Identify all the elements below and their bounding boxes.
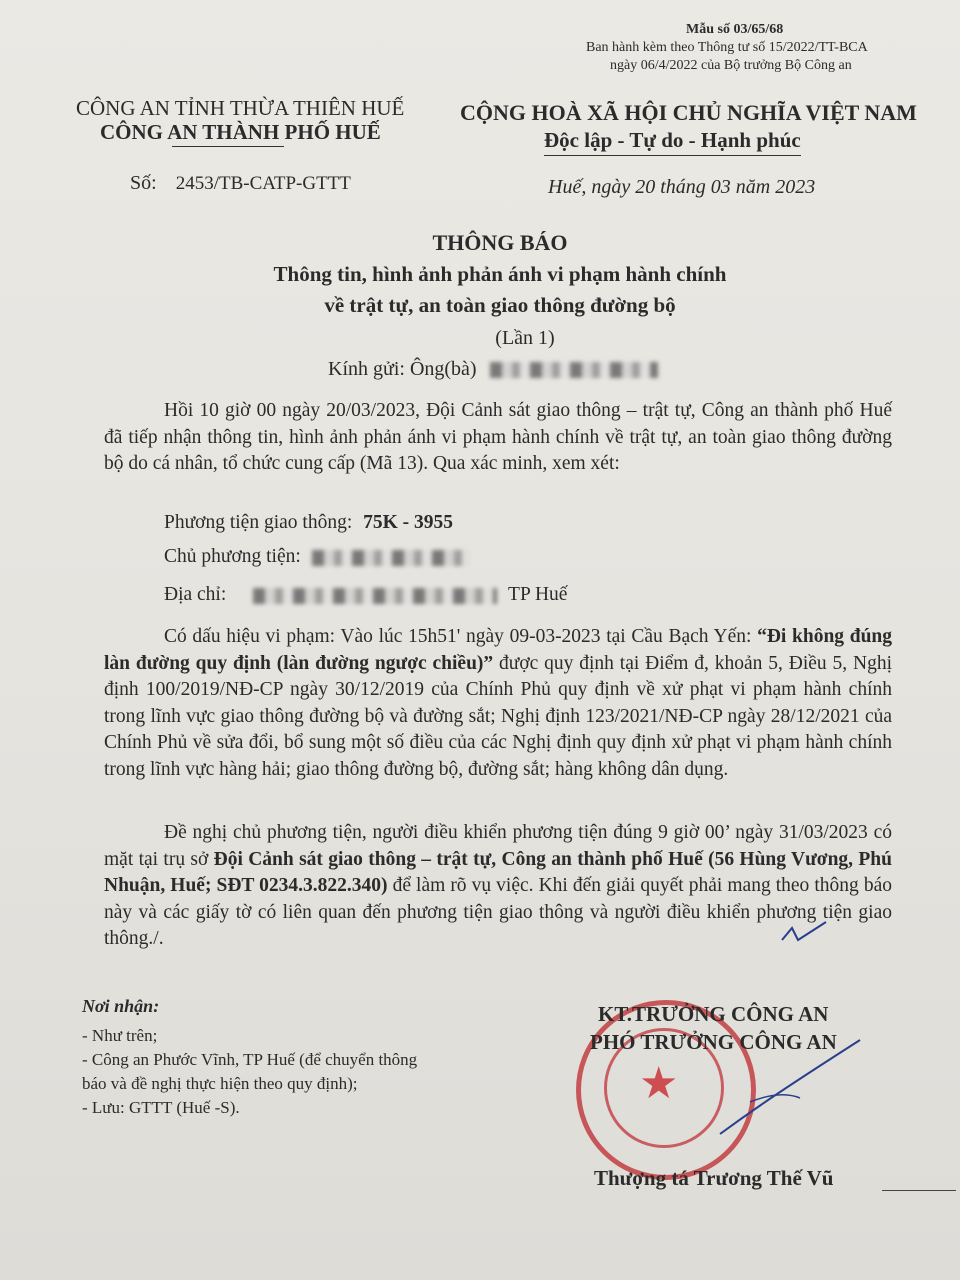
recipient-item: báo và đề nghị thực hiện theo quy định); <box>82 1074 358 1093</box>
redacted-recipient-name <box>490 362 658 378</box>
request-location: Đội Cảnh sát giao thông – trật tự, Công an thành phố Huế (56 Hùng Vương, Phú Nhuận, Huế; SĐT 0234.3.822.340) <box>104 848 892 896</box>
recipient-label: Kính gửi: Ông(bà) <box>328 358 477 380</box>
redacted-owner-name <box>312 550 470 566</box>
address-suffix: TP Huế <box>508 584 568 605</box>
place-date: Huế, ngày 20 tháng 03 năm 2023 <box>548 176 816 198</box>
form-code: Mẫu số 03/65/68 <box>686 22 784 37</box>
agency-underline <box>172 146 284 147</box>
request-paragraph <box>104 820 892 953</box>
signature-title-2: PHÓ TRƯỞNG CÔNG AN <box>590 1030 837 1054</box>
recipients-title: Nơi nhận: <box>82 996 160 1016</box>
doc-number: 2453/TB-CATP-GTTT <box>175 173 351 194</box>
notice-round: (Lần 1) <box>495 327 555 349</box>
vehicle-label: Phương tiện giao thông: <box>164 512 353 533</box>
vehicle-row <box>164 512 453 534</box>
signature-title-1: KT.TRƯỞNG CÔNG AN <box>598 1002 829 1026</box>
request-instructions: để làm rõ vụ việc. Khi đến giải quyết phải mang theo thông báo này và các giấy tờ có liên quan đến phương tiện giao thông và người điều khiển phương tiện giao thông./. <box>104 875 892 949</box>
recipient-row <box>328 358 658 381</box>
agency-parent: CÔNG AN TỈNH THỪA THIÊN HUẾ <box>76 96 405 120</box>
intro-paragraph: Hồi 10 giờ 00 ngày 20/03/2023, Đội Cảnh sát giao thông – trật tự, Công an thành phố Huế đã tiếp nhận thông tin, hình ảnh phản ánh vi phạm hành chính về trật tự, an toàn giao thông đường bộ do cá nhân, tổ chức cung cấp (Mã 13). Qua xác minh, xem xét: <box>104 400 892 474</box>
signature-rule <box>882 1190 956 1191</box>
notice-subtitle-2: về trật tự, an toàn giao thông đường bộ <box>324 293 676 317</box>
agency-name: CÔNG AN THÀNH PHỐ HUẾ <box>100 120 381 144</box>
owner-row <box>164 546 470 568</box>
recipient-item: - Lưu: GTTT (Huế -S). <box>82 1098 240 1117</box>
address-label: Địa chỉ: <box>164 584 227 605</box>
form-issued-date: ngày 06/4/2022 của Bộ trưởng Bộ Công an <box>610 58 852 73</box>
violation-description: “Đi không đúng làn đường quy định (làn đường ngược chiều)” <box>104 626 893 674</box>
end-mark-stroke <box>780 918 830 948</box>
form-issued-with: Ban hành kèm theo Thông tư số 15/2022/TT-BCA <box>586 40 868 55</box>
recipient-item: - Như trên; <box>82 1026 158 1045</box>
handwritten-signature <box>690 1032 880 1142</box>
redacted-address <box>253 588 497 604</box>
country-name: CỘNG HOÀ XÃ HỘI CHỦ NGHĨA VIỆT NAM <box>460 100 917 125</box>
doc-number-label: Số: <box>130 172 157 194</box>
national-motto: Độc lập - Tự do - Hạnh phúc <box>544 128 801 156</box>
violation-intro: Có dấu hiệu vi phạm: Vào lúc 15h51' ngày 09-03-2023 tại Cầu Bạch Yến: <box>164 626 752 647</box>
violation-paragraph <box>104 624 892 783</box>
request-intro: Đề nghị chủ phương tiện, người điều khiển phương tiện đúng 9 giờ 00’ ngày 31/03/2023 có mặt tại trụ sở <box>104 822 892 870</box>
stamp-star-icon: ★ <box>639 1059 679 1108</box>
recipient-item: - Công an Phước Vĩnh, TP Huế (để chuyển thông <box>82 1050 418 1069</box>
doc-number-row <box>130 172 351 195</box>
owner-label: Chủ phương tiện: <box>164 546 301 567</box>
notice-subtitle-1: Thông tin, hình ảnh phản ánh vi phạm hành chính <box>273 262 727 286</box>
recipients-list <box>82 1024 417 1120</box>
signer-name: Thượng tá Trương Thế Vũ <box>594 1166 834 1190</box>
vehicle-plate: 75K - 3955 <box>363 512 454 533</box>
violation-legal-basis: được quy định tại Điểm đ, khoản 5, Điều 5, Nghị định 100/2019/NĐ-CP ngày 30/12/2019 của Chính Phủ quy định về xử phạt vi phạm hành chính trong lĩnh vực giao thông đường bộ và đường sắt; Nghị định 123/2021/NĐ-CP ngày 28/12/2021 của Chính Phủ về sửa đổi, bổ sung một số điều của các Nghị định quy định xử phạt vi phạm hành chính trong lĩnh vực hàng hải; giao thông đường bộ, đường sắt; hàng không dân dụng. <box>104 652 893 780</box>
notice-title: THÔNG BÁO <box>432 230 568 255</box>
address-row <box>164 584 567 606</box>
